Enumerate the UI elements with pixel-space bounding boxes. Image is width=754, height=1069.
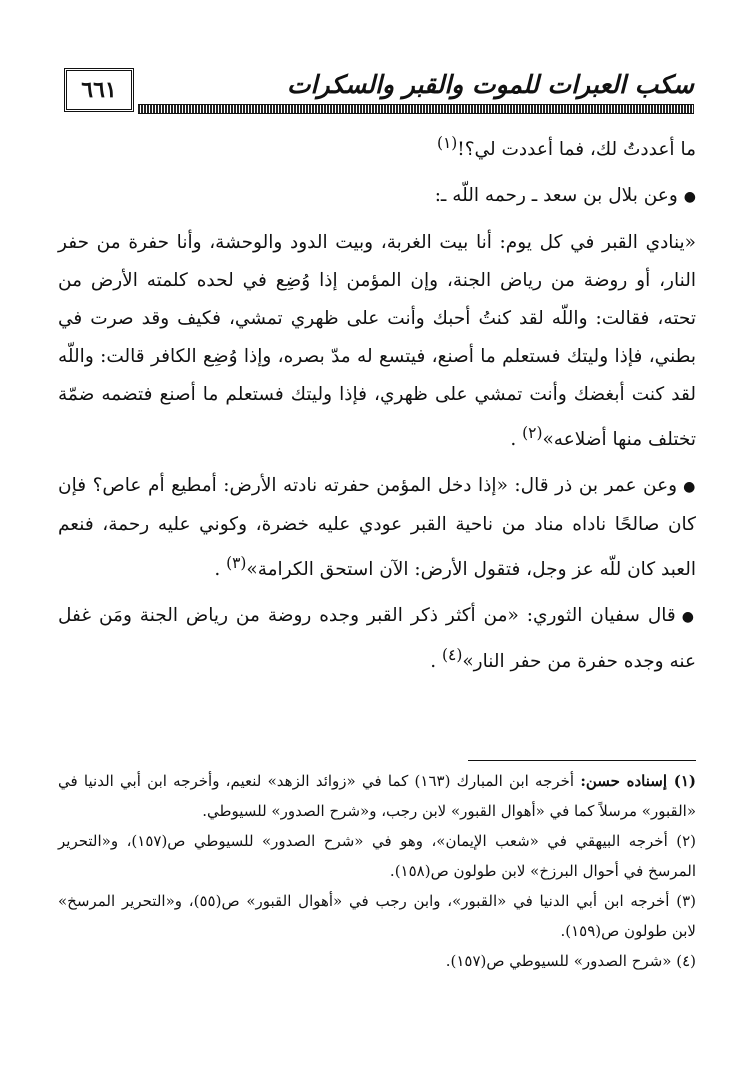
header-rule — [138, 104, 694, 114]
footnote-1-label: (١) إسناده حسن: — [580, 772, 696, 790]
paragraph-1-text: ما أعددتُ لك، فما أعددت لي؟! — [457, 139, 696, 161]
paragraph-2-text: وعن بلال بن سعد ـ رحمه اللّه ـ: — [434, 185, 678, 207]
bullet-icon: ● — [681, 609, 697, 626]
page-header — [64, 64, 694, 118]
footnote-2: (٢) أخرجه البيهقي في «شعب الإيمان»، وهو في «شرح الصدور» للسيوطي ص(١٥٧)، و«التحرير المرسخ في أحوال البرزخ» لابن طولون ص(١٥٨). — [58, 832, 696, 880]
footnote-4: (٤) «شرح الصدور» للسيوطي ص(١٥٧). — [445, 952, 696, 970]
footnote-ref-3: (٣) — [226, 554, 247, 573]
footnote-ref-1: (١) — [436, 134, 458, 152]
paragraph-1 — [58, 124, 696, 169]
paragraph-4: ●وعن عمر بن ذر قال: «إذا دخل المؤمن حفرته نادته الأرض: أمطيع أم عاص؟ فإن كان صالحًا ناداه مناد من ناحية القبر عودي عليه خضرة، وكوني عليه رحمة، فنعم العبد كان للّه عز وجل، فتقول الأرض: الآن استحق الكرامة»$^{(٣)}$ . — [58, 475, 696, 581]
footnote-separator — [468, 760, 696, 761]
bullet-icon: ● — [683, 479, 696, 496]
paragraph-4-text: وعن عمر بن ذر قال: «إذا دخل المؤمن حفرته نادته الأرض: أمطيع أم عاص؟ فإن كان صالحًا ناداه مناد من ناحية القبر عودي عليه خضرة، وكوني عليه رحمة، فنعم العبد كان للّه عز وجل، فتقول الأرض: الآن استحق الكرامة» — [58, 475, 696, 581]
footnote-ref-4: (٤) — [442, 646, 463, 665]
footnotes — [58, 766, 696, 976]
paragraph-5: ●قال سفيان الثوري: «من أكثر ذكر القبر وجده روضة من رياض الجنة ومَن غفل عنه وجده حفرة من حفر النار»$^{(٤)}$ . — [58, 605, 697, 673]
paragraph-5-text: قال سفيان الثوري: «من أكثر ذكر القبر وجده روضة من رياض الجنة ومَن غفل عنه وجده حفرة من حفر النار» — [58, 605, 696, 673]
footnote-3: (٣) أخرجه ابن أبي الدنيا في «القبور»، وابن رجب في «أهوال القبور» ص(٥٥)، و«التحرير المرسخ» لابن طولون ص(١٥٩). — [58, 892, 696, 940]
footnote-1 — [58, 766, 696, 826]
paragraph-3: «ينادي القبر في كل يوم: أنا بيت الغربة، وبيت الدود والوحشة، وأنا حفرة من حفر النار، أو روضة من رياض الجنة، وإن المؤمن إذا وُضِع في لحده كلمته الأرض من تحته، فقالت: واللّه لقد كنتُ أحبك وأنت على ظهري تمشي، فكيف وقد صرت في بطني، فإذا وليتك فستعلم ما أصنع، فيتسع له مدّ بصره، وإذا وُضِع الكافر قالت: واللّه لقد كنت أبغضك وأنت تمشي على ظهري، فإذا وليتك فستعلم ما أصنع فتضمه ضمّة تختلف منها أضلاعه»$^{(٢)}$ . — [58, 232, 696, 451]
footnote-ref-2: (٢) — [522, 424, 543, 443]
bullet-icon: ● — [683, 189, 696, 206]
footnote-1-text: أخرجه ابن المبارك (١٦٣) كما في «زوائد الزهد» لنعيم، وأخرجه ابن أبي الدنيا في «القبور» مرسلاً كما في «أهوال القبور» لابن رجب، و«شرح الصدور» للسيوطي. — [58, 772, 696, 820]
paragraph-3-text: «ينادي القبر في كل يوم: أنا بيت الغربة، وبيت الدود والوحشة، وأنا حفرة من حفر النار، أو روضة من رياض الجنة، وإن المؤمن إذا وُضِع في لحده كلمته الأرض من تحته، فقالت: واللّه لقد كنتُ أحبك وأنت على ظهري تمشي، فكيف وقد صرت في بطني، فإذا وليتك فستعلم ما أصنع، فيتسع له مدّ بصره، وإذا وُضِع الكافر قالت: واللّه لقد كنت أبغضك وأنت تمشي على ظهري، فإذا وليتك فستعلم ما أصنع فتضمه ضمّة تختلف منها أضلاعه» — [58, 232, 696, 451]
paragraph-2 — [58, 177, 696, 216]
main-text — [58, 124, 696, 690]
page-number: ٦٦١ — [64, 68, 134, 112]
running-title: سكب العبرات للموت والقبر والسكرات — [287, 70, 694, 99]
